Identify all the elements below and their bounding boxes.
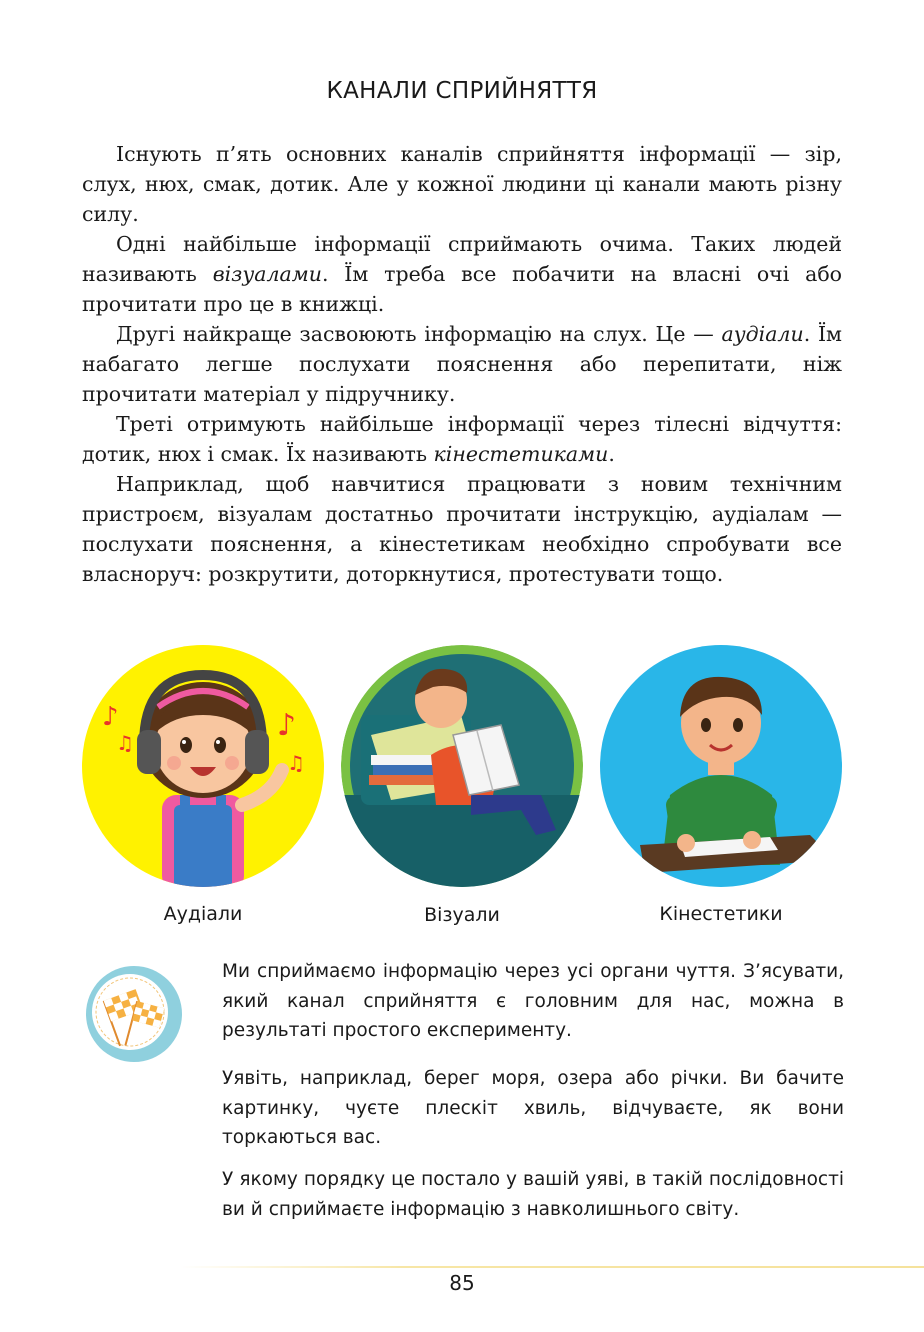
paragraph-2 [82, 229, 842, 319]
paragraph-2-text-end: . Їм треба все побачити на власні очі або прочитати про це в книжці. [82, 262, 843, 316]
note-paragraph-1 [222, 957, 844, 1046]
caption-kinesthetics: Кінестетики [659, 903, 783, 925]
page-number: 85 [449, 1271, 475, 1295]
paragraph-4-text: Треті отримують найбільше інформації через тілесні відчуття: дотик, нюх і смак. Їх називають [82, 412, 842, 466]
paragraph-4-text-end: . [608, 442, 615, 466]
svg-text:♪: ♪ [102, 702, 119, 732]
note-badge [84, 964, 184, 1064]
girl-with-headphones-icon [82, 645, 324, 887]
svg-text:♪: ♪ [277, 708, 297, 743]
footer-divider [180, 1266, 924, 1268]
svg-text:♫: ♫ [287, 751, 305, 775]
paragraph-1: Існують п’ять основних каналів сприйняття інформації — зір, слух, нюх, смак, дотик. Але у кожної людини ці канали мають різну силу. [82, 142, 842, 226]
note-paragraph-2 [222, 1064, 844, 1153]
checkered-flag-icon [84, 964, 184, 1064]
term-audials: аудіали [721, 322, 804, 346]
note-text-3: У якому порядку це постало у вашій уяві, в такій послідовності ви й сприймаєте інформацію з навколишнього світу. [222, 1169, 844, 1220]
term-kinesthetics: кінестетиками [433, 442, 609, 466]
illustration-visuals [341, 645, 583, 887]
paragraph-4 [82, 409, 842, 469]
illustration-audials [82, 645, 324, 887]
svg-text:♫: ♫ [116, 731, 134, 755]
note-text-1: Ми сприймаємо інформацію через усі органи чуття. З’ясувати, який канал сприйняття є головним для нас, можна в результаті простого експерименту. [222, 961, 844, 1041]
term-visuals: візуалами [212, 262, 322, 286]
page-title: КАНАЛИ СПРИЙНЯТТЯ [326, 78, 598, 104]
caption-audials: Аудіали [163, 903, 243, 925]
note-text-2: Уявіть, наприклад, берег моря, озера або річки. Ви бачите картинку, чуєте плескіт хвиль, відчуваєте, як вони торкаються вас. [222, 1068, 844, 1148]
paragraph-3 [82, 319, 842, 409]
main-text [82, 139, 842, 589]
boy-writing-icon [600, 645, 842, 887]
paragraph-5: Наприклад, щоб навчитися працювати з новим технічним пристроєм, візуалам достатньо прочитати інструкцію, аудіалам — послухати пояснення, а кінестетикам необхідно спробувати все власноруч: розкрутити, доторкнутися, протестувати тощо. [82, 472, 842, 586]
paragraph-3-text: Другі найкраще засвоюють інформацію на слух. Це — [116, 322, 722, 346]
caption-visuals: Візуали [424, 904, 500, 926]
illustration-kinesthetics [600, 645, 842, 887]
paragraph-2-text: Одні найбільше інформації сприймають очима. Таких людей називають [82, 232, 842, 286]
paragraph-3-text-end: . Їм набагато легше послухати пояснення або перепитати, ніж прочитати матеріал у підручнику. [82, 322, 842, 406]
note-paragraph-3 [222, 1165, 844, 1224]
boy-reading-book-icon [341, 645, 583, 887]
